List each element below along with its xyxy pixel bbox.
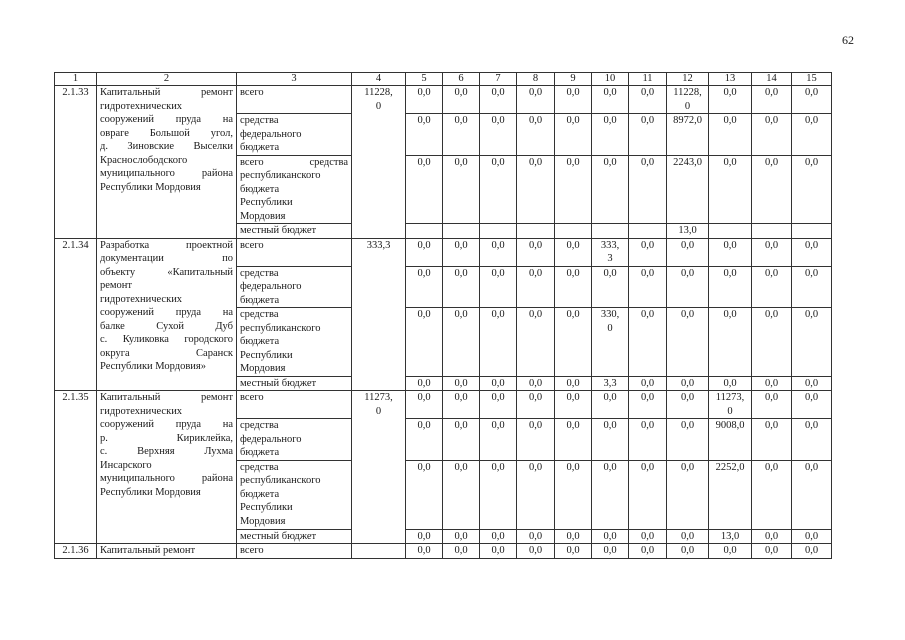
year-value: 0,0 (443, 391, 480, 419)
year-value: 0,0 (555, 114, 592, 156)
year-value: 0,0 (667, 308, 709, 377)
year-value: 0,0 (629, 86, 667, 114)
year-value: 0,0 (592, 529, 629, 544)
funding-source: всего средства республиканского бюджета Республики Мордовия (237, 155, 352, 224)
year-value: 0,0 (792, 155, 832, 224)
funding-source: всего (237, 86, 352, 114)
year-value: 0,0 (480, 419, 517, 461)
column-header: 12 (667, 73, 709, 86)
item-name-line: Республики Мордовия» (100, 361, 206, 372)
year-value: 0,0 (667, 376, 709, 391)
year-value: 0,0 (752, 391, 792, 419)
year-value: 0,0 (709, 266, 752, 308)
header-row (55, 73, 832, 86)
year-value: 0,0 (709, 544, 752, 559)
year-value: 0,0 (555, 86, 592, 114)
year-value: 3,3 (592, 376, 629, 391)
year-value: 0,0 (443, 86, 480, 114)
year-value: 0,0 (517, 308, 555, 377)
item-number: 2.1.36 (55, 544, 97, 559)
item-name-line: д. Зиновские Выселки (100, 141, 233, 152)
year-value (480, 224, 517, 239)
year-value: 0,0 (667, 529, 709, 544)
year-value: 0,0 (592, 460, 629, 529)
year-value: 0,0 (517, 114, 555, 156)
column-header: 5 (406, 73, 443, 86)
year-value (443, 224, 480, 239)
year-value: 0,0 (406, 376, 443, 391)
year-value: 0,0 (517, 238, 555, 266)
year-value: 0,0 (443, 419, 480, 461)
item-name-line: документации по (100, 253, 233, 264)
year-value: 0,0 (752, 238, 792, 266)
year-value: 0,0 (592, 544, 629, 559)
table-row (55, 86, 832, 114)
item-name (97, 86, 237, 239)
year-value: 0,0 (443, 238, 480, 266)
item-name-line: гидротехнических (100, 405, 183, 417)
year-value: 0,0 (792, 419, 832, 461)
year-value: 0,0 (792, 544, 832, 559)
item-name (97, 238, 237, 391)
year-value: 0,0 (592, 86, 629, 114)
year-value: 0,0 (517, 391, 555, 419)
year-value: 0,0 (555, 238, 592, 266)
year-value: 0,0 (480, 529, 517, 544)
year-value: 0,0 (480, 376, 517, 391)
year-value: 0,0 (480, 114, 517, 156)
year-value: 0,0 (592, 114, 629, 156)
year-value: 0,0 (792, 86, 832, 114)
funding-source: всего (237, 238, 352, 266)
year-value: 0,0 (667, 238, 709, 266)
year-value: 0,0 (480, 155, 517, 224)
year-value: 0,0 (792, 238, 832, 266)
column-header: 13 (709, 73, 752, 86)
year-value (555, 224, 592, 239)
year-value (752, 224, 792, 239)
year-value: 0,0 (406, 238, 443, 266)
funding-source: местный бюджет (237, 376, 352, 391)
item-name-line: Капитальный ремонт (100, 545, 196, 556)
year-value: 0,0 (480, 391, 517, 419)
item-name-line: овраге Большой угол, (100, 127, 233, 139)
column-header: 4 (352, 73, 406, 86)
year-value: 0,0 (667, 419, 709, 461)
year-value (592, 224, 629, 239)
year-value: 0,0 (752, 114, 792, 156)
year-value: 0,0 (592, 391, 629, 419)
total-value: 11273, 0 (352, 391, 406, 544)
year-value: 0,0 (592, 155, 629, 224)
year-value: 0,0 (480, 86, 517, 114)
year-value: 0,0 (555, 376, 592, 391)
year-value: 0,0 (629, 238, 667, 266)
year-value: 0,0 (667, 544, 709, 559)
year-value: 0,0 (629, 376, 667, 391)
year-value: 0,0 (517, 266, 555, 308)
year-value (406, 224, 443, 239)
year-value: 0,0 (517, 544, 555, 559)
year-value: 0,0 (629, 460, 667, 529)
year-value: 0,0 (752, 544, 792, 559)
funding-source: всего (237, 544, 352, 559)
year-value: 0,0 (709, 155, 752, 224)
year-value: 0,0 (406, 419, 443, 461)
year-value: 0,0 (792, 529, 832, 544)
year-value: 0,0 (629, 266, 667, 308)
year-value: 0,0 (792, 391, 832, 419)
year-value: 0,0 (709, 238, 752, 266)
year-value: 0,0 (667, 460, 709, 529)
year-value: 0,0 (406, 114, 443, 156)
year-value: 0,0 (555, 460, 592, 529)
item-name-line: с. Верхняя Лухма (100, 446, 233, 457)
year-value: 330, 0 (592, 308, 629, 377)
item-name-line: муниципального района (100, 168, 233, 179)
item-name-line: с. Куликовка городского (100, 334, 233, 345)
year-value: 0,0 (752, 460, 792, 529)
year-value: 2243,0 (667, 155, 709, 224)
year-value: 0,0 (555, 308, 592, 377)
year-value: 0,0 (480, 544, 517, 559)
year-value: 0,0 (752, 155, 792, 224)
year-value: 11273, 0 (709, 391, 752, 419)
year-value: 0,0 (480, 266, 517, 308)
item-name (97, 544, 237, 559)
column-header: 8 (517, 73, 555, 86)
item-name-line: объекту «Капитальный (100, 266, 233, 278)
year-value: 0,0 (406, 155, 443, 224)
item-name-line: Республики Мордовия (100, 181, 201, 193)
column-header: 6 (443, 73, 480, 86)
table-row (55, 238, 832, 266)
funding-source: средства федерального бюджета (237, 266, 352, 308)
year-value: 0,0 (517, 460, 555, 529)
year-value: 0,0 (443, 308, 480, 377)
year-value: 0,0 (555, 419, 592, 461)
funding-source: средства республиканского бюджета Республики Мордовия (237, 308, 352, 377)
item-number: 2.1.34 (55, 238, 97, 391)
year-value: 0,0 (517, 419, 555, 461)
year-value: 0,0 (629, 114, 667, 156)
year-value: 0,0 (480, 308, 517, 377)
item-name-line: сооружений пруда на (100, 114, 233, 125)
item-name-line: Капитальный ремонт (100, 87, 233, 98)
year-value: 0,0 (443, 460, 480, 529)
item-number: 2.1.35 (55, 391, 97, 544)
funding-source: местный бюджет (237, 529, 352, 544)
year-value: 0,0 (517, 376, 555, 391)
year-value: 0,0 (709, 114, 752, 156)
year-value: 0,0 (555, 544, 592, 559)
year-value: 0,0 (443, 266, 480, 308)
column-header: 9 (555, 73, 592, 86)
year-value: 0,0 (443, 155, 480, 224)
year-value: 0,0 (752, 419, 792, 461)
year-value: 0,0 (752, 376, 792, 391)
table-row (55, 544, 832, 559)
year-value: 0,0 (555, 155, 592, 224)
item-name-line: Краснослободского (100, 154, 188, 166)
year-value: 0,0 (752, 308, 792, 377)
budget-table (54, 72, 832, 559)
item-name-line: муниципального района (100, 473, 233, 484)
year-value: 0,0 (443, 114, 480, 156)
year-value: 13,0 (709, 529, 752, 544)
year-value: 0,0 (792, 308, 832, 377)
item-name-line: сооружений пруда на (100, 307, 233, 318)
year-value: 0,0 (629, 308, 667, 377)
year-value: 0,0 (752, 529, 792, 544)
year-value: 0,0 (406, 529, 443, 544)
year-value: 0,0 (555, 529, 592, 544)
year-value: 0,0 (406, 86, 443, 114)
year-value: 0,0 (629, 419, 667, 461)
year-value: 0,0 (517, 86, 555, 114)
item-name-line: балке Сухой Дуб (100, 320, 233, 332)
funding-source: местный бюджет (237, 224, 352, 239)
page-number: 62 (842, 33, 854, 47)
year-value: 333, 3 (592, 238, 629, 266)
year-value: 0,0 (517, 155, 555, 224)
year-value: 0,0 (406, 544, 443, 559)
year-value: 0,0 (443, 544, 480, 559)
year-value: 0,0 (709, 308, 752, 377)
year-value: 0,0 (592, 419, 629, 461)
year-value: 0,0 (792, 266, 832, 308)
year-value: 0,0 (629, 155, 667, 224)
column-header: 14 (752, 73, 792, 86)
year-value: 0,0 (709, 376, 752, 391)
year-value: 0,0 (752, 266, 792, 308)
column-header: 3 (237, 73, 352, 86)
column-header: 10 (592, 73, 629, 86)
item-name-line: Капитальный ремонт (100, 392, 233, 403)
item-name-line: округа Саранск (100, 347, 233, 359)
total-value: 11228, 0 (352, 86, 406, 239)
funding-source: средства федерального бюджета (237, 419, 352, 461)
year-value: 0,0 (792, 376, 832, 391)
year-value (792, 224, 832, 239)
funding-source: средства республиканского бюджета Республики Мордовия (237, 460, 352, 529)
year-value: 0,0 (667, 266, 709, 308)
year-value: 0,0 (406, 266, 443, 308)
year-value: 0,0 (480, 238, 517, 266)
item-name-line: гидротехнических (100, 293, 183, 305)
year-value (517, 224, 555, 239)
item-name-line: Инсарского (100, 459, 152, 471)
item-number: 2.1.33 (55, 86, 97, 239)
year-value: 0,0 (480, 460, 517, 529)
total-value: 333,3 (352, 238, 406, 391)
year-value: 0,0 (517, 529, 555, 544)
year-value: 0,0 (406, 308, 443, 377)
year-value: 0,0 (555, 266, 592, 308)
year-value: 0,0 (406, 391, 443, 419)
year-value: 11228, 0 (667, 86, 709, 114)
column-header: 2 (97, 73, 237, 86)
item-name-line: сооружений пруда на (100, 419, 233, 430)
item-name-line: Разработка проектной (100, 239, 233, 251)
year-value: 0,0 (443, 376, 480, 391)
year-value: 0,0 (709, 86, 752, 114)
year-value: 0,0 (629, 544, 667, 559)
year-value: 2252,0 (709, 460, 752, 529)
year-value: 0,0 (443, 529, 480, 544)
year-value: 0,0 (555, 391, 592, 419)
item-name-line: р. Кириклейка, (100, 432, 233, 444)
year-value: 0,0 (592, 266, 629, 308)
item-name-line: ремонт (100, 280, 133, 291)
funding-source: всего (237, 391, 352, 419)
year-value: 0,0 (752, 86, 792, 114)
funding-source: средства федерального бюджета (237, 114, 352, 156)
total-value (352, 544, 406, 559)
column-header: 1 (55, 73, 97, 86)
column-header: 11 (629, 73, 667, 86)
column-header: 15 (792, 73, 832, 86)
item-name-line: гидротехнических (100, 100, 183, 112)
year-value: 0,0 (629, 391, 667, 419)
year-value: 0,0 (792, 114, 832, 156)
item-name-line: Республики Мордовия (100, 486, 201, 498)
year-value: 9008,0 (709, 419, 752, 461)
year-value: 0,0 (629, 529, 667, 544)
year-value (629, 224, 667, 239)
year-value: 0,0 (792, 460, 832, 529)
year-value: 0,0 (667, 391, 709, 419)
year-value: 13,0 (667, 224, 709, 239)
column-header: 7 (480, 73, 517, 86)
year-value: 8972,0 (667, 114, 709, 156)
year-value: 0,0 (406, 460, 443, 529)
item-name (97, 391, 237, 544)
table-row (55, 391, 832, 419)
year-value (709, 224, 752, 239)
